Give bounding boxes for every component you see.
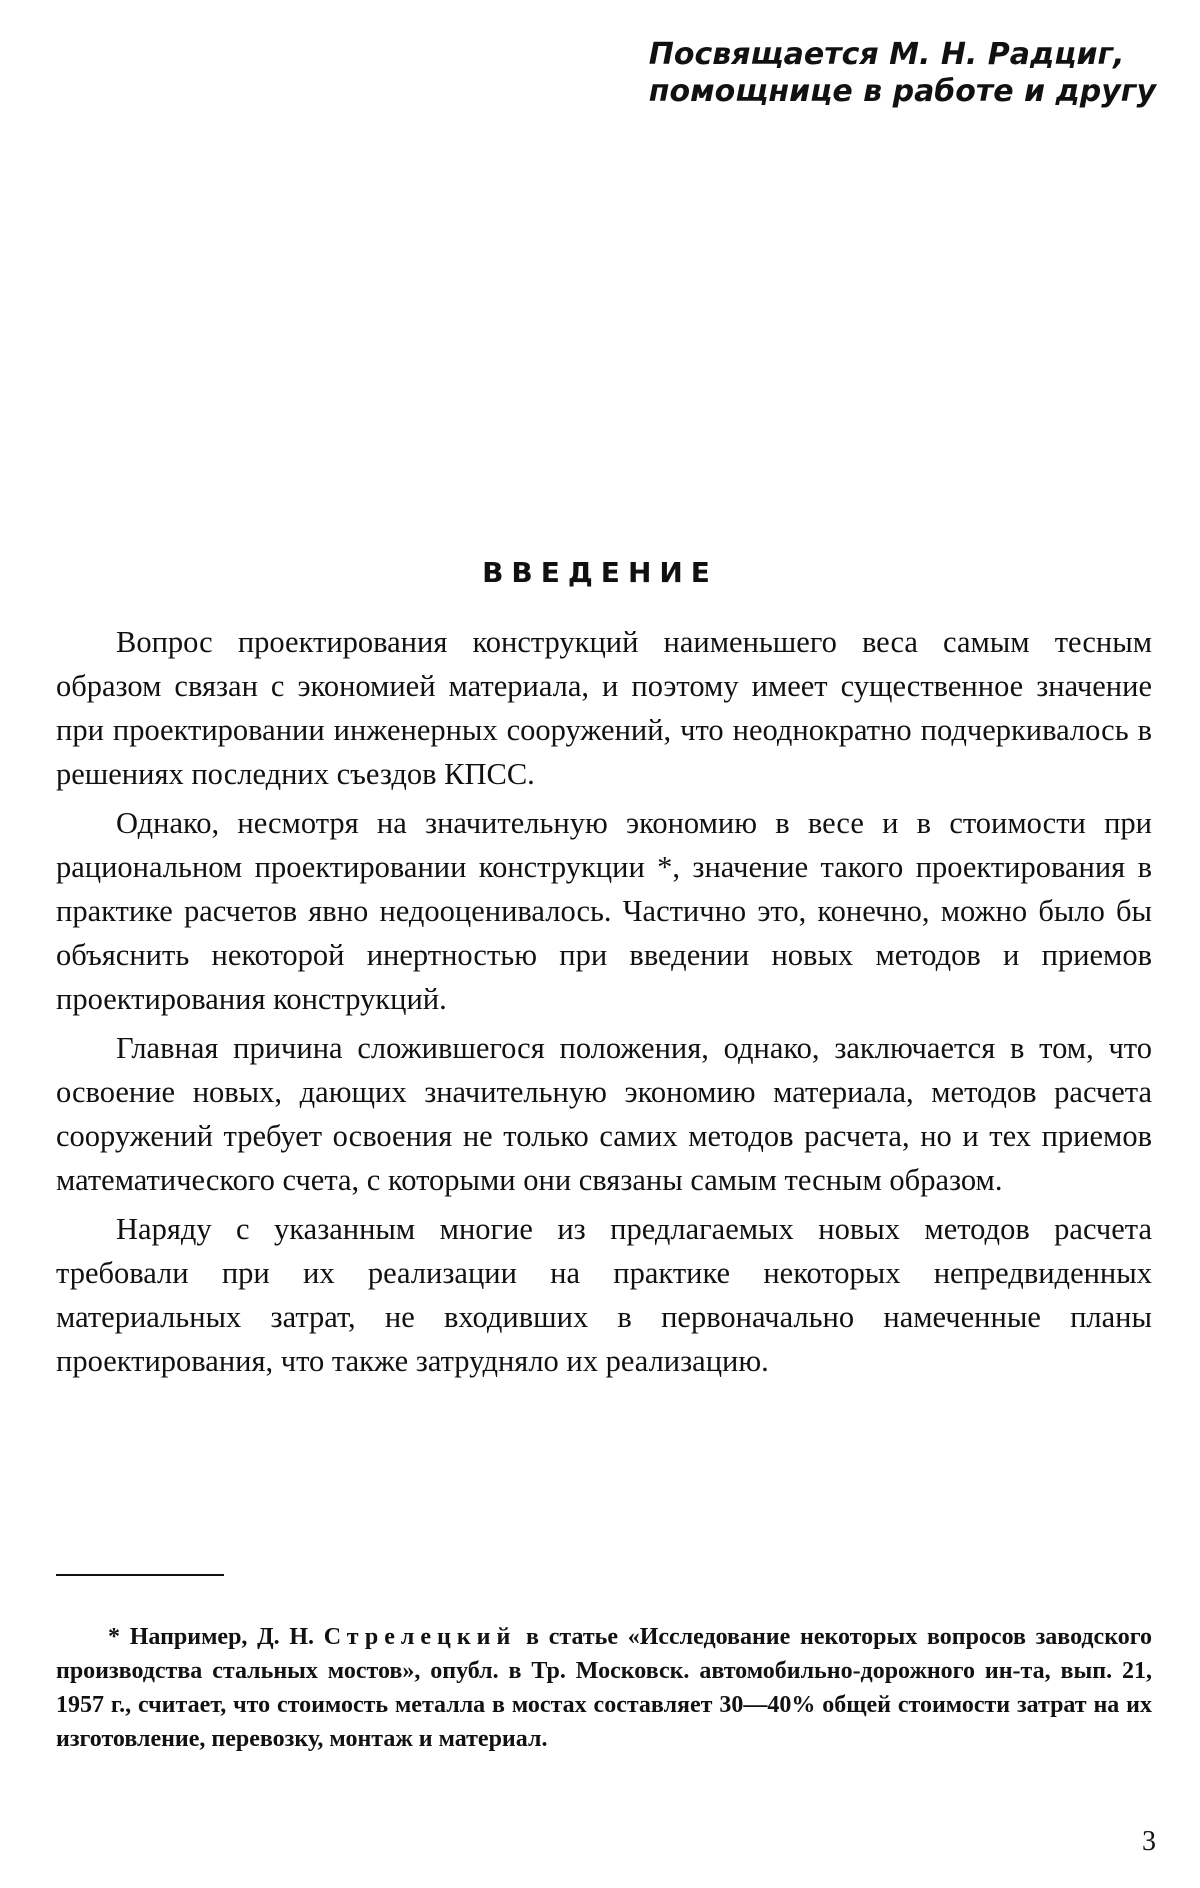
footnote-separator <box>56 1574 224 1576</box>
chapter-heading: ВВЕДЕНИЕ <box>482 556 718 589</box>
dedication <box>649 36 1156 110</box>
dedication-line-2: помощнице в работе и другу <box>648 74 1156 109</box>
footnote-author: Стрелецкий <box>323 1624 517 1650</box>
footnote <box>56 1620 1152 1756</box>
paragraph-4: Наряду с указанным многие из предлагаемых новых методов расчета требовали при их реализации на практике некоторых непредвиденных материальных затрат, не входивших в первоначально намеченные планы проектирования, что также затрудняло их реализацию. <box>56 1212 1152 1378</box>
page-number: 3 <box>1142 1826 1156 1857</box>
footnote-before: * Например, Д. Н. <box>108 1624 315 1650</box>
footnote-after: в статье «Исследование некоторых вопросов заводского производства стальных мостов», опубл. в Тр. Московск. автомобильно-дорожного ин-та, вып. 21, 1957 г., считает, что стоимость металла в мостах составляет 30—40% общей стоимости затрат на их изготовление, перевозку, монтаж и материал. <box>56 1624 1153 1752</box>
dedication-line-1: Посвящается М. Н. Радциг, <box>648 37 1125 72</box>
paragraph-2: Однако, несмотря на значительную экономию в весе и в стоимости при рациональном проектировании конструкции *, значение такого проектирования в практике расчетов явно недооценивалось. Частично это, конечно, можно было бы объяснить некоторой инертностью при введении новых методов и приемов проектирования конструкций. <box>56 806 1152 1016</box>
paragraph-3: Главная причина сложившегося положения, однако, заключается в том, что освоение новых, дающих значительную экономию материала, методов расчета сооружений требует освоения не только самих методов расчета, но и тех приемов математического счета, с которыми они связаны самым тесным образом. <box>56 1031 1152 1197</box>
paragraph-1: Вопрос проектирования конструкций наименьшего веса самым тесным образом связан с экономией материала, и поэтому имеет существенное значение при проектировании инженерных сооружений, что неоднократно подчеркивалось в решениях последних съездов КПСС. <box>56 625 1152 791</box>
body-text <box>56 620 1152 1388</box>
